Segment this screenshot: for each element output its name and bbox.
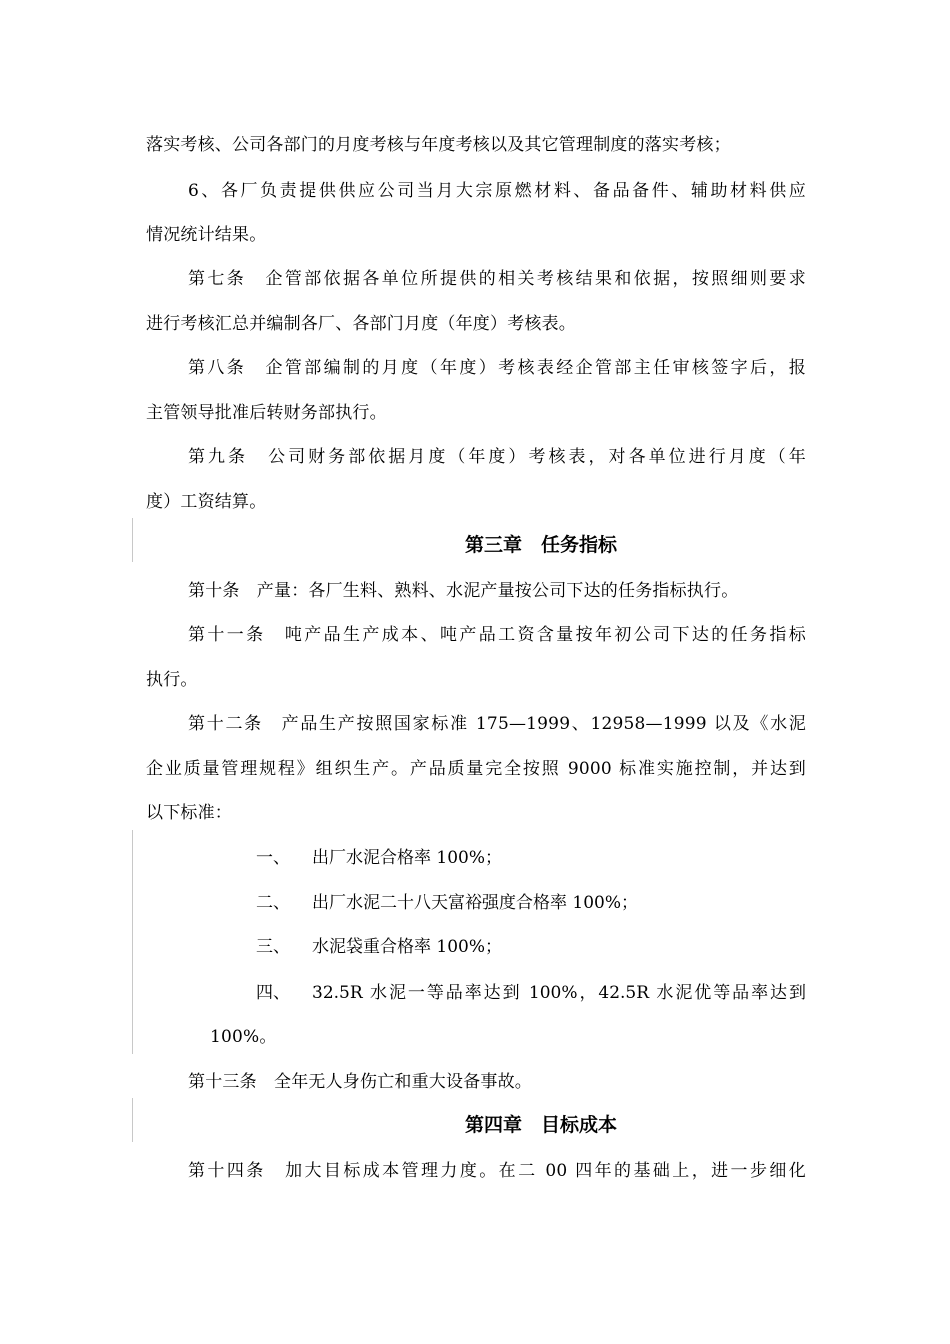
chapter-title-4: 第四章 目标成本 [464,1114,617,1136]
paragraph-line: 进行考核汇总并编制各厂、各部门月度（年度）考核表。 [146,314,576,334]
list-item-continuation: 100%。 [210,1027,277,1047]
article-8: 第八条 企管部编制的月度（年度）考核表经企管部主任审核签字后，报 [188,358,806,378]
article-14: 第十四条 加大目标成本管理力度。在二 00 四年的基础上，进一步细化 [188,1161,806,1181]
margin-change-bar [132,830,133,1054]
list-item-number: 一、 [256,848,290,868]
list-item-number: 二、 [256,893,290,913]
list-item: 32.5R 水泥一等品率达到 100%，42.5R 水泥优等品率达到 [312,983,806,1003]
list-item-number: 四、 [256,983,290,1003]
paragraph-line: 以下标准： [146,803,232,823]
paragraph-line: 企业质量管理规程》组织生产。产品质量完全按照 9000 标准实施控制，并达到 [146,759,806,779]
list-item: 水泥袋重合格率 100%； [312,937,503,957]
article-10: 第十条 产量：各厂生料、熟料、水泥产量按公司下达的任务指标执行。 [188,581,739,601]
article-7: 第七条 企管部依据各单位所提供的相关考核结果和依据，按照细则要求 [188,269,806,289]
chapter-title-3: 第三章 任务指标 [464,534,617,556]
article-13: 第十三条 全年无人身伤亡和重大设备事故。 [188,1072,532,1092]
article-11: 第十一条 吨产品生产成本、吨产品工资含量按年初公司下达的任务指标 [188,625,806,645]
paragraph-line: 主管领导批准后转财务部执行。 [146,403,387,423]
list-item: 出厂水泥二十八天富裕强度合格率 100%； [312,893,639,913]
paragraph-line: 落实考核、公司各部门的月度考核与年度考核以及其它管理制度的落实考核； [146,135,731,155]
list-item: 出厂水泥合格率 100%； [312,848,503,868]
paragraph-line: 情况统计结果。 [146,225,267,245]
paragraph-line: 执行。 [146,670,198,690]
margin-change-bar [132,518,133,562]
paragraph-line: 6、各厂负责提供供应公司当月大宗原燃材料、备品备件、辅助材料供应 [188,181,806,201]
margin-change-bar [132,1098,133,1142]
article-9: 第九条 公司财务部依据月度（年度）考核表，对各单位进行月度（年 [188,447,806,467]
article-12: 第十二条 产品生产按照国家标准 175—1999、12958—1999 以及《水泥 [188,714,806,734]
paragraph-line: 度）工资结算。 [146,492,267,512]
list-item-number: 三、 [256,937,290,957]
